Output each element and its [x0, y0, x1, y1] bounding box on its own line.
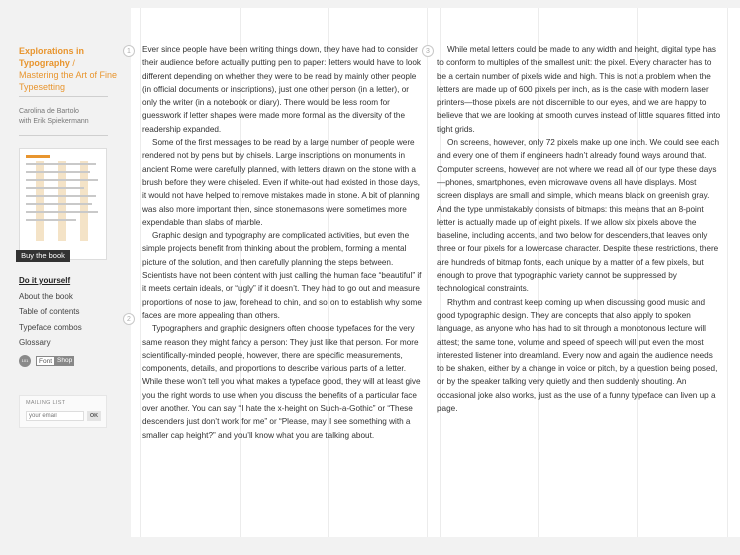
nav-item-about[interactable]: About the book	[19, 291, 73, 301]
book-cover-image[interactable]	[19, 148, 107, 260]
paragraph: On screens, however, only 72 pixels make up one inch. We could see each and every one of them if engineers hadn’t already found ways around that. Computer screens, however are not where we read all of our type these days—phones, smartphones, even microwave ovens all have displays. Most screen displays are small and simple, which means black on greenish gray. And the type unmistakably consists of bitmaps: this means that an 8-point letter is actually made up of eight pixels. If we allow six pixels above the baseline, including accents, and two below for descenders,that leaves only three or four pixels for a lowercase character. Despite these restrictions, there are hundreds of bitmap fonts, each unique by a matter of a few pixels, but enough to prove that typographic variety cannot be suppressed by technological constraints.	[437, 138, 720, 294]
subscribe-ok-button[interactable]: OK	[87, 411, 101, 421]
publisher-logo-icon[interactable]: 101	[19, 355, 31, 367]
nav-item-typeface-combos[interactable]: Typeface combos	[19, 322, 82, 332]
nav-item-contents[interactable]: Table of contents	[19, 307, 80, 316]
paragraph: Rhythm and contrast keep coming up when discussing good music and good typographic design. They are concepts that also apply to spoken language, as anyone who has had to sit through a monotonous lecture will attest; the same tone, volume and speed of speech will put even the most interested listener into dreamland. Every now and again the audience needs to be shaken, either by a change in voice or pitch, by a question being posed, or by the speaker talking very quietly and then suddenly shouting. An occasional joke also works, just as the use of a funny typeface can liven up a page.	[437, 297, 718, 414]
nav-item-do-it-yourself[interactable]: Do it yourself	[19, 276, 71, 285]
fontshop-logo-font: Font	[36, 356, 55, 366]
sidebar-divider	[19, 96, 108, 97]
paragraph: Scientists have not been content with just calling the human face “beautiful” if it meets certain ideals, or “ugly” if it doesn’t. They had to go out and measure proportions of nose to jaw, forehead to chin, and so on to establish why some faces are more appealing than others.	[142, 271, 422, 320]
email-field[interactable]	[26, 411, 84, 421]
grid-guide	[427, 8, 428, 537]
book-title-link[interactable]	[19, 45, 119, 93]
mailing-list-box	[19, 395, 107, 428]
annotation-marker[interactable]: 1	[123, 45, 135, 57]
annotation-marker[interactable]: 3	[422, 45, 434, 57]
nav-item-glossary[interactable]: Glossary	[19, 338, 51, 347]
sidebar	[0, 0, 128, 555]
paragraph: Typographers and graphic designers often choose typefaces for the very same reason they might fancy a person: They just like that person. For more scientifically-minded people, however, there are specific measurements, components, details, and proportions to describe various parts of a letter. While these won’t tell you what makes a typeface good, they will at least give you the right words to use when you discuss the benefits of a particular face over another. You can say “I hate the x-height on Such-a-Gothic” or “These descenders just don’t work for me” or “Please, may I see something with a smaller cap height?” and you’ll know what you are talking about.	[142, 324, 421, 440]
mailing-list-label: MAILING LIST	[26, 400, 66, 406]
paragraph: Some of the first messages to be read by a large number of people were rendered not by pens but by chisels. Large inscriptions on monuments in ancient Rome were carefully planned, with letters drawn on the stone with a brush before they were chiseled. Even if white-out had existed in those days, it would not have helped to remove mistakes made in stone. A bit of planning was also more important then, since stonemasons were sometimes more expendable than slabs of marble.	[142, 138, 421, 227]
book-title: Explorations in Typography	[19, 46, 85, 68]
sidebar-nav	[19, 273, 82, 351]
paragraph: Graphic design and typography are complicated activities, but even the simple projects benefit from thinking about the problem, forming a mental picture of the solution, and then carefully planning the steps between.	[142, 231, 410, 267]
sidebar-divider	[19, 135, 108, 136]
authors	[19, 107, 89, 127]
text-column-right	[437, 43, 721, 415]
annotation-marker[interactable]: 2	[123, 313, 135, 325]
author-primary: Carolina de Bartolo	[19, 108, 79, 115]
text-column-left	[142, 43, 426, 442]
page-canvas	[127, 8, 740, 537]
book-subtitle: Mastering the Art of Fine Typesetting	[19, 70, 118, 92]
paragraph: Ever since people have been writing things down, they have had to consider their audience before actually putting pen to paper: letters would have to look different depending on whether they were to be read by mainly other people (in official documents or inscriptions), just one other person (in a letter), or only the writer (in a notebook or diary). There would be less room for guesswork if letter shapes were made more formal as the diversity of the readership expanded.	[142, 45, 422, 134]
paragraph: While metal letters could be made to any width and height, digital type has to conform to multiples of the smallest unit: the pixel. Every character has to be a certain number of pixels wide and high. This is not a problem when the letters are made up of 600 pixels per inch, as is the case with modern laser printers—those pixels are not discernible to our eyes, and we are happy to believe that we are looking at smooth curves instead of little squares fitted into tight grids.	[437, 45, 721, 134]
grid-guide	[727, 8, 728, 537]
fontshop-logo-shop: Shop	[57, 357, 73, 364]
author-secondary: with Erik Spiekermann	[19, 118, 89, 125]
title-separator: /	[69, 58, 75, 68]
grid-guide	[140, 8, 141, 537]
buy-book-button[interactable]: Buy the book	[16, 250, 70, 262]
fontshop-logo[interactable]	[36, 356, 74, 366]
